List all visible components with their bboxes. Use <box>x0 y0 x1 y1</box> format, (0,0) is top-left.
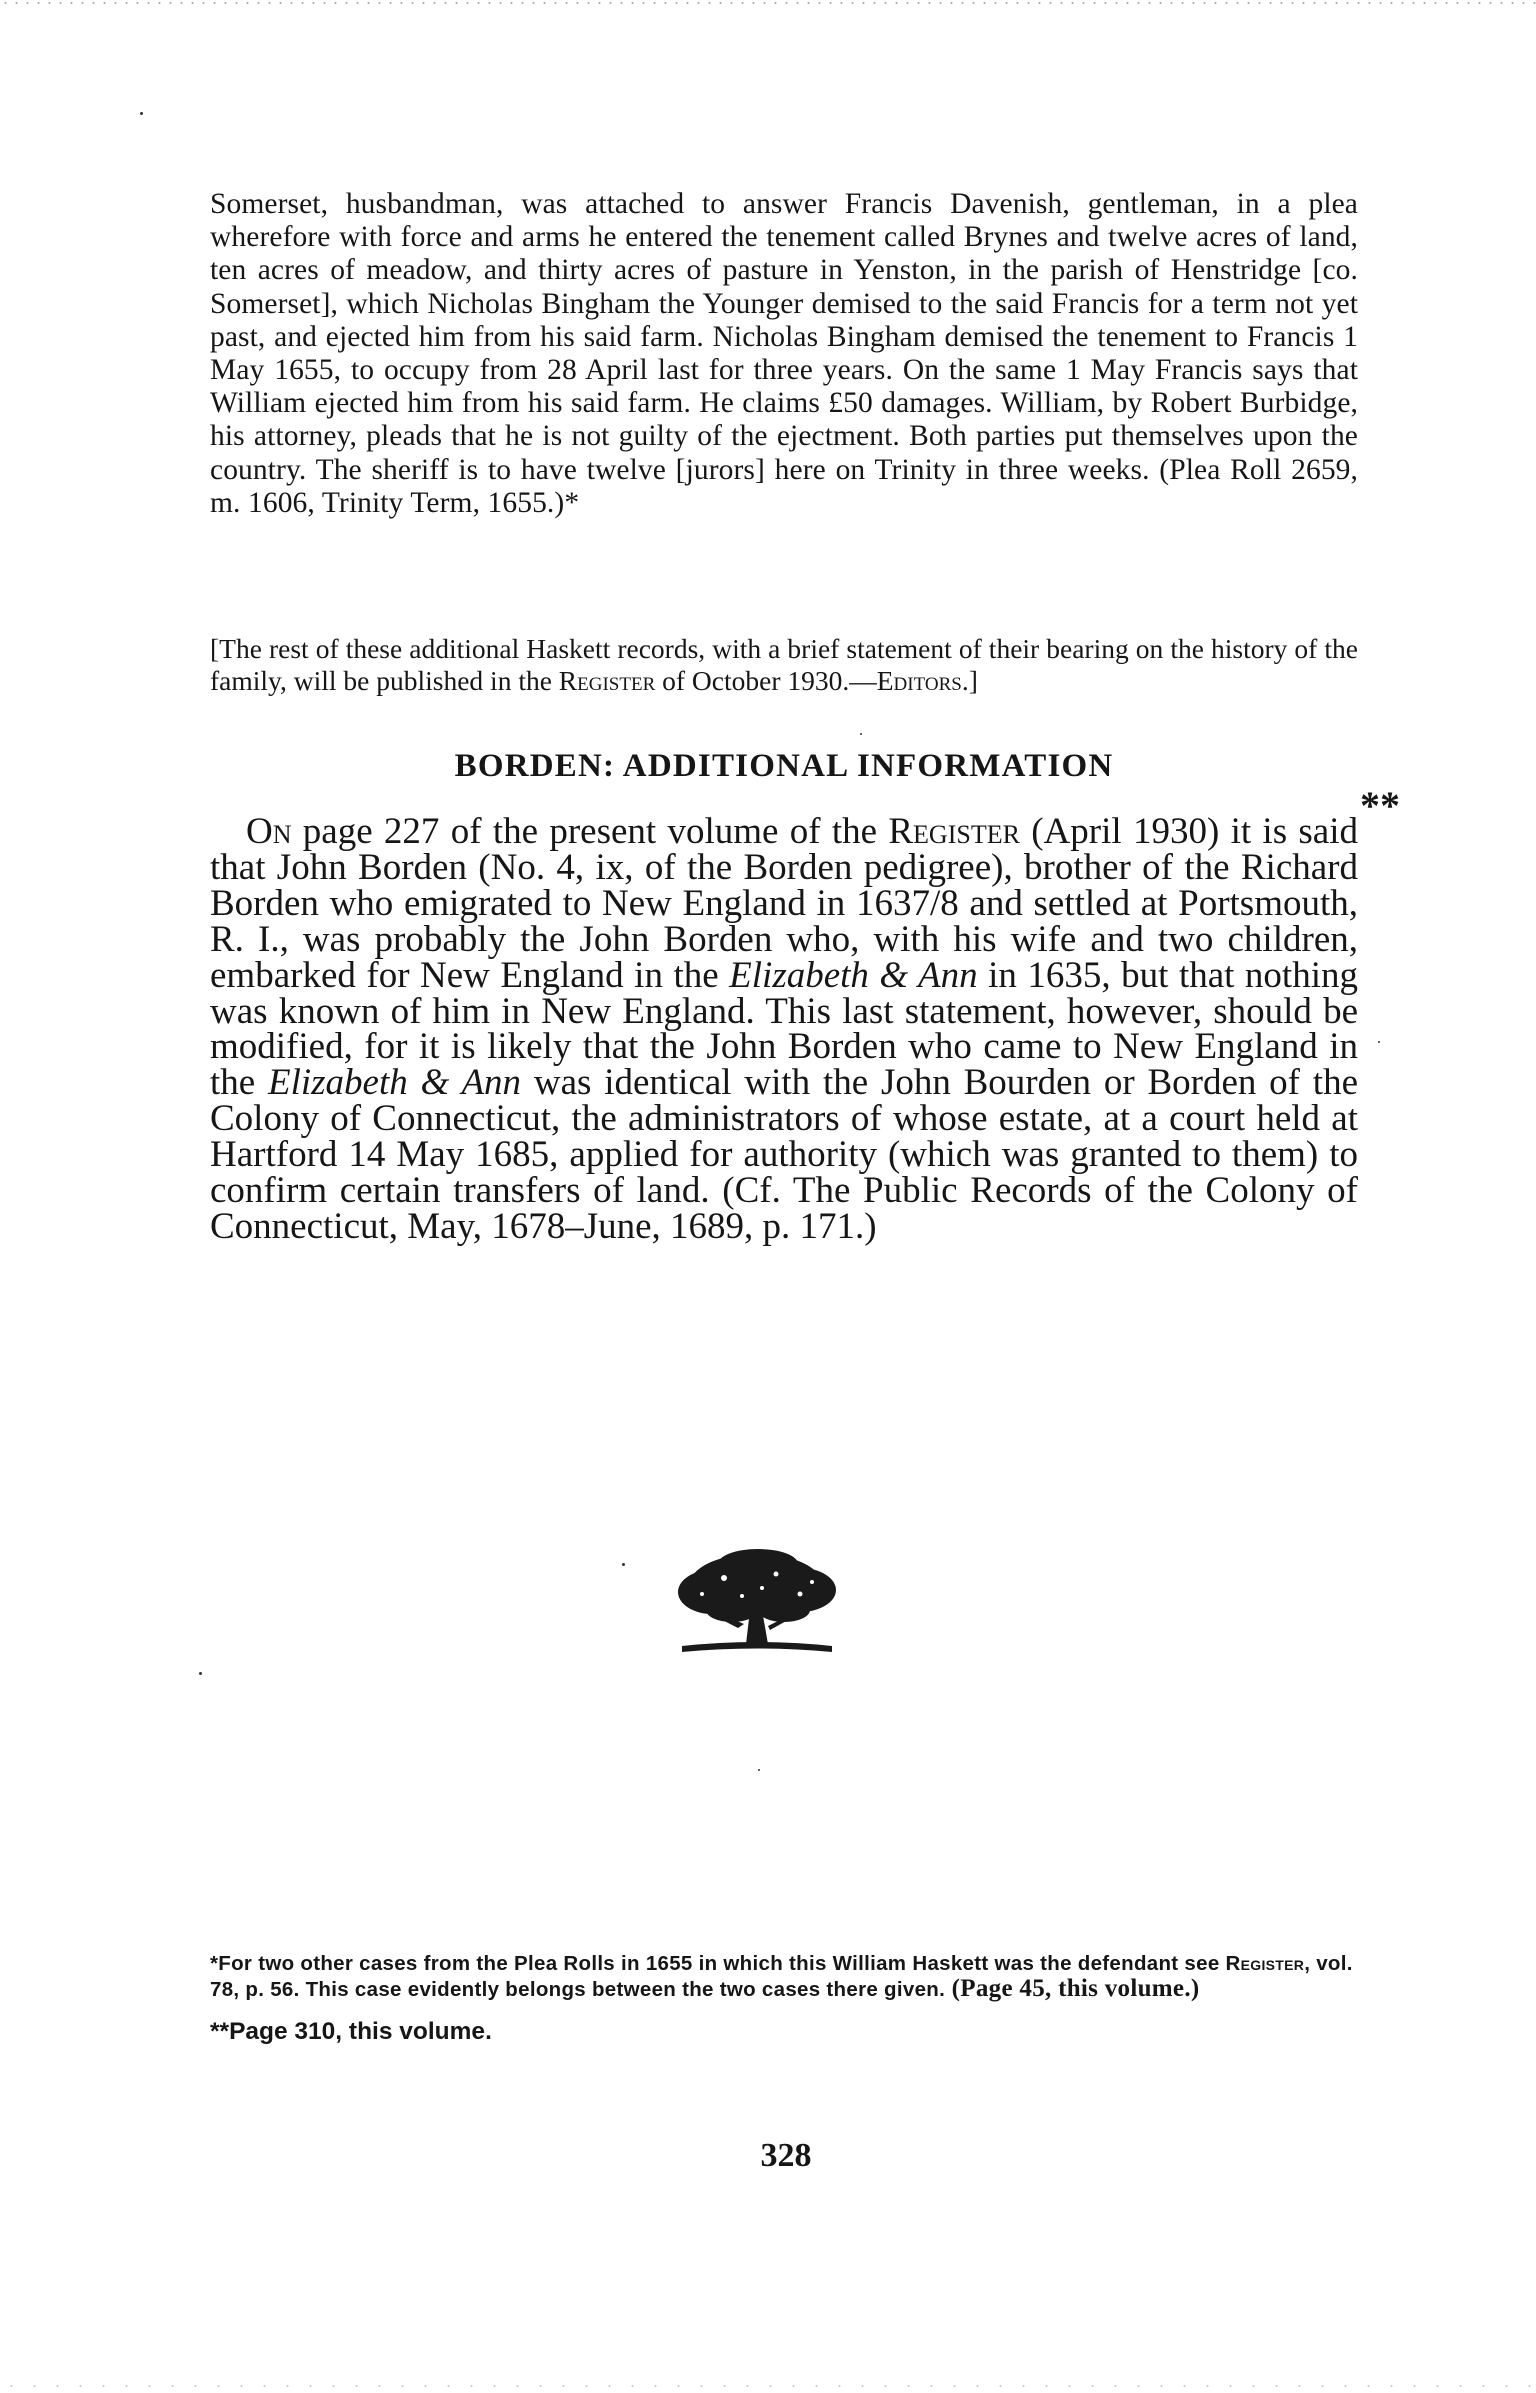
paragraph-text: was identical with the John Bourden or Borden of the Colony of Connecticut, the administrators of whose estate, at a court held at Hartford 14 May 1685, applied for authority (which was granted to them) to confirm certain transfers of land. (Cf. The Public Records of the Colony of Connecticut, May, 1678–June, 1689, p. 171.) <box>210 1062 1358 1247</box>
register-reference: Register <box>888 811 1020 852</box>
scan-speck <box>860 733 862 735</box>
paragraph-text: page 227 of the present volume of the <box>291 811 889 852</box>
footnote-marker: ** <box>1360 783 1400 828</box>
footnote-plea-rolls <box>210 1952 1358 2002</box>
scan-edge-bottom <box>0 2383 1536 2389</box>
register-reference: Register <box>1225 1952 1305 1975</box>
editors-note-text: .] <box>961 664 978 696</box>
opening-paragraph: Somerset, husbandman, was attached to answer Francis Davenish, gentleman, in a plea wherefore with force and arms he entered the tenement called Brynes and twelve acres of land, ten acres of meadow, and thirty acres of pasture in Yenston, in the parish of Henstridge [co. Somerset], which Nicholas Bingham the Younger demised to the said Francis for a term not yet past, and ejected him from his said farm. Nicholas Bingham demised the tenement to Francis 1 May 1655, to occupy from 28 April last for three years. On the same 1 May Francis says that William ejected him from his said farm. He claims £50 damages. William, by Robert Burbidge, his attorney, pleads that he is not guilty of the ejectment. Both parties put themselves upon the country. The sheriff is to have twelve [jurors] here on Trinity in three weeks. (Plea Roll 2659, m. 1606, Trinity Term, 1655.)* <box>210 188 1358 519</box>
footnote-page-310: **Page 310, this volume. <box>210 2018 492 2045</box>
editors-note-text: [The rest of these additional Haskett records, with a brief statement of their bearing on the history of the family, will be published in the <box>210 633 1358 696</box>
footnotes <box>210 1952 1358 2046</box>
page-number: 328 <box>760 2137 812 2174</box>
ship-name: Elizabeth & Ann <box>268 1062 522 1104</box>
scan-speck <box>758 1769 760 1771</box>
tree-ornament-icon <box>672 1548 842 1660</box>
ship-name: Elizabeth & Ann <box>729 954 978 996</box>
section-heading: BORDEN: ADDITIONAL INFORMATION <box>454 748 1114 784</box>
scan-speck <box>1378 1041 1380 1043</box>
editors-note <box>210 633 1358 696</box>
editors-signature: Editors <box>876 664 962 696</box>
editors-note-text: of October 1930.— <box>655 664 877 696</box>
opening-paragraph-block <box>210 188 1358 520</box>
footnote-text: , vol. 78, p. 56. This case evidently belongs between the two cases there given. <box>210 1952 1353 2001</box>
scan-edge-top <box>0 0 1536 6</box>
footnote-page-reference: (Page 45, this volume.) <box>945 1974 1200 2002</box>
register-reference: Register <box>558 664 656 696</box>
lead-word: On <box>246 811 292 852</box>
scan-speck <box>140 112 143 115</box>
paragraph-text: in 1635, but that nothing was known of him in New England. This last statement, however, should be modified, for it is likely that the John Borden who came to New England in the <box>210 954 1358 1104</box>
scan-speck <box>199 1672 202 1675</box>
main-paragraph <box>210 811 1358 1247</box>
paragraph-text: (April 1930) it is said that John Borden (No. 4, ix, of the Borden pedigree), brother of the Richard Borden who emigrated to New England in 1637/8 and settled at Portsmouth, R. I., was probably the John Borden who, with his wife and two children, embarked for New England in the <box>210 811 1358 996</box>
footnote-text: *For two other cases from the Plea Rolls in 1655 in which this William Haskett was the defendant see <box>210 1952 1226 1975</box>
scan-speck <box>622 1563 625 1566</box>
